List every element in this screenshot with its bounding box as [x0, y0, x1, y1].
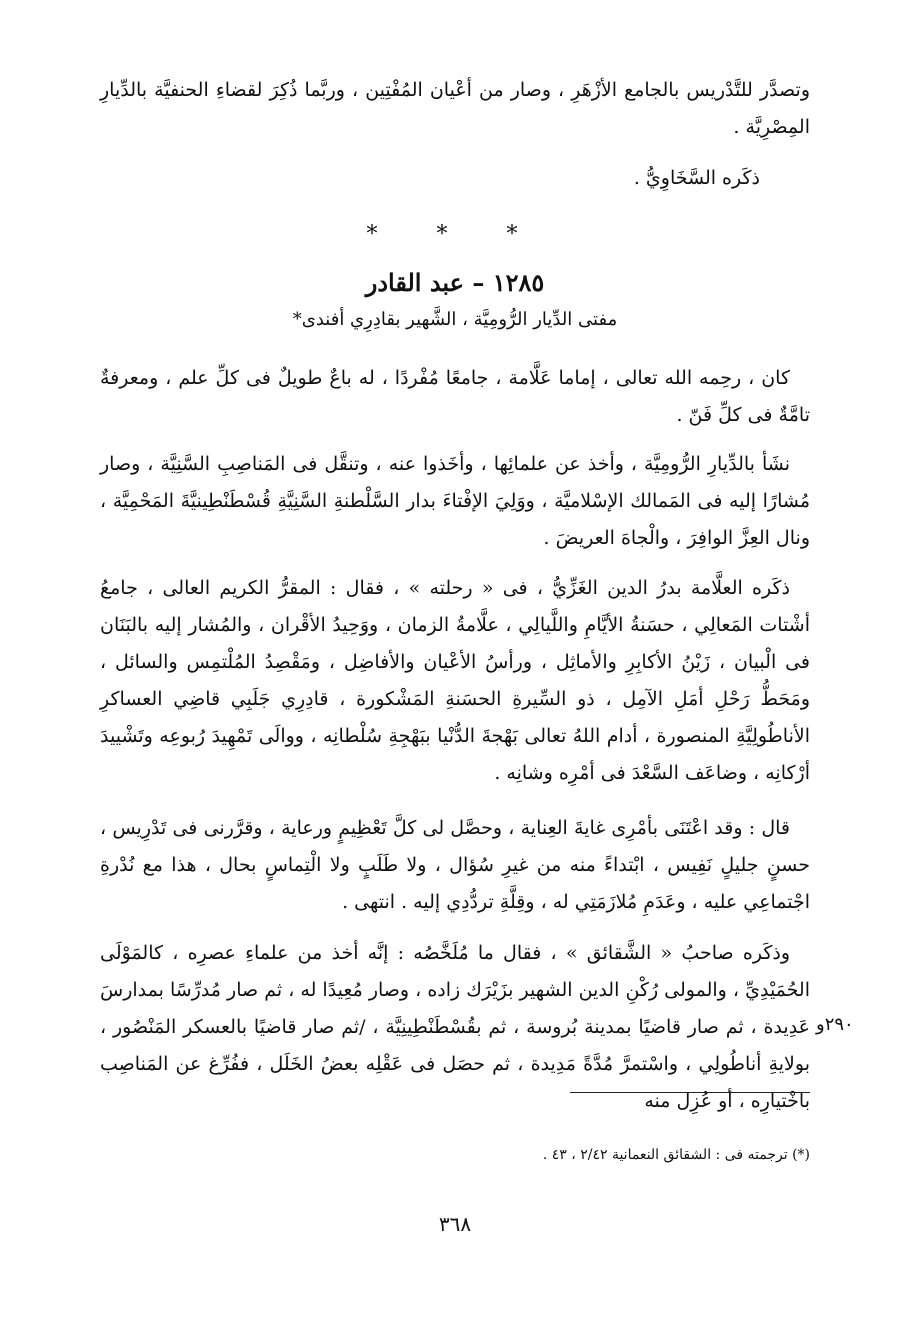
paragraph-continuation: وتصدَّر للتَّدْريس بالجامع الأزْهَرِ ، وصار من أعْيان المُفْتِين ، وربَّما ذُكِرَ لقضاءِ الحنفيَّة بالدِّيارِ المِصْرِيَّة . [100, 79, 810, 138]
paragraph-intro: كان ، رحِمه الله تعالى ، إماما عَلَّامة ، جامعًا مُفْردًا ، له باعٌ طويلٌ فى كلِّ علم ، ومعرفةٌ تامَّةٌ فى كلِّ فَنّ . [100, 367, 810, 426]
folio-margin-note: ٢٩٠و [816, 1014, 854, 1035]
entry-subtitle: مفتى الدِّيار الرُّومِيَّة ، الشَّهير بقادِرِي أفندى* [292, 309, 618, 330]
paragraph-biography: نشَأ بالدِّيارِ الرُّومِيَّة ، وأخذ عن علمائِها ، وأخَذوا عنه ، وتنقَّل فى المَناصِبِ السَّنِيَّة ، وصار مُشارًا إليه فى المَمالك الإسْلاميَّة ، ووَلِيَ الإفْتاءَ بدار السَّلْطنةِ السَّنِيَّةِ قُسْطَنْطِينيَّةَ المَحْمِيَّة ، ونال العِزَّ الوافِرَ ، والْجاهَ العريضَ . [100, 453, 810, 549]
paragraph-shaqaiq: وذكَره صاحبُ « الشَّقائق » ، فقال ما مُلَخَّصُه : إنَّه أخذ من علماءِ عصرِه ، كالمَوْلَى الحُمَيْدِيِّ ، والمولى رُكْنِ الدين الشهير بزَيْرَك زاده ، وصار مُعِيدًا له ، ثم صار مُدرِّسًا بمدارسَ عَدِيدة ، ثم صار قاضيًا بمدينة بُروسة ، ثم بقُسْطَنْطِينِيَّة ، /ثم صار قاضيًا بالعسكر المَنْصُور ، بولايةِ أناطُولِي ، واسْتمرَّ مُدَّةً مَدِيدة ، ثم حصَل فى عَقْلِه بعضُ الخَلَل ، ففُرِّغ عن المَناصِب باخْتيارِه ، أو عُزِل منه [100, 942, 810, 1112]
paragraph-ghazzi-continued: قال : وقد اعْتَنَى بأمْرِى غايةَ العِناية ، وحصَّل لى كلَّ تَعْظِيمٍ ورعاية ، وقرَّرنى فى تَدْرِيس ، حسنٍ جليلٍ نَفِيس ، ابْتداءً منه من غيرِ سُؤال ، ولا طَلَبٍ ولا الْتِماسٍ بحال ، هذا مع نُدْرةِ اجْتماعِي عليه ، وعَدَمِ مُلازَمَتِي له ، وقِلَّةِ تردُّدِي إليه . انتهى . [100, 817, 810, 913]
page-number: ٣٦٨ [438, 1212, 472, 1236]
paragraph-ghazzi-quote: ذكَره العلَّامة بدرُ الدين الغَزِّيُّ ، فى « رحلته » ، فقال : المقرُّ الكريم العالى ، جامعُ أشْتات المَعالِي ، حسَنةُ الأيَّامِ واللَّيالِي ، علَّامةُ الزمان ، ووَحِيدُ الأقْران ، والمُشار إليه بالبَنَان فى الْبيان ، زَيْنُ الأكابِرِ والأماثِل ، ورأسُ الأعْيان والأفاضِل ، ومَقْصِدُ المُلْتمِس والسائل ، ومَحَطُّ رَحْلِ أمَلِ الآمِل ، ذو السِّيرةِ الحسَنةِ المَشْكورة ، قادِرِي جَلَبِي قاضِي العساكرِ الأناطُولِيَّةِ المنصورة ، أدام اللهُ تعالى بَهْجةَ الدُّنْيا ببَهْجِةِ سُلْطانِه ، ووالَى تَمْهِيدَ رُبوعِه وتَشْييدَ أرْكانِه ، وضاعَف السَّعْدَ فى أمْرِه وشانِه . [100, 577, 810, 784]
footnote: (*) ترجمته فى : الشقائق النعمانية ٢/٤٢ ، ٤٣ . [542, 1147, 810, 1163]
paragraph-source-note: ذكَره السَّخَاوِيُّ . [633, 167, 760, 189]
section-separator: * * * [366, 222, 544, 247]
entry-title: ١٢٨٥ – عبد القادر [365, 268, 545, 297]
footnote-divider [570, 1092, 810, 1093]
